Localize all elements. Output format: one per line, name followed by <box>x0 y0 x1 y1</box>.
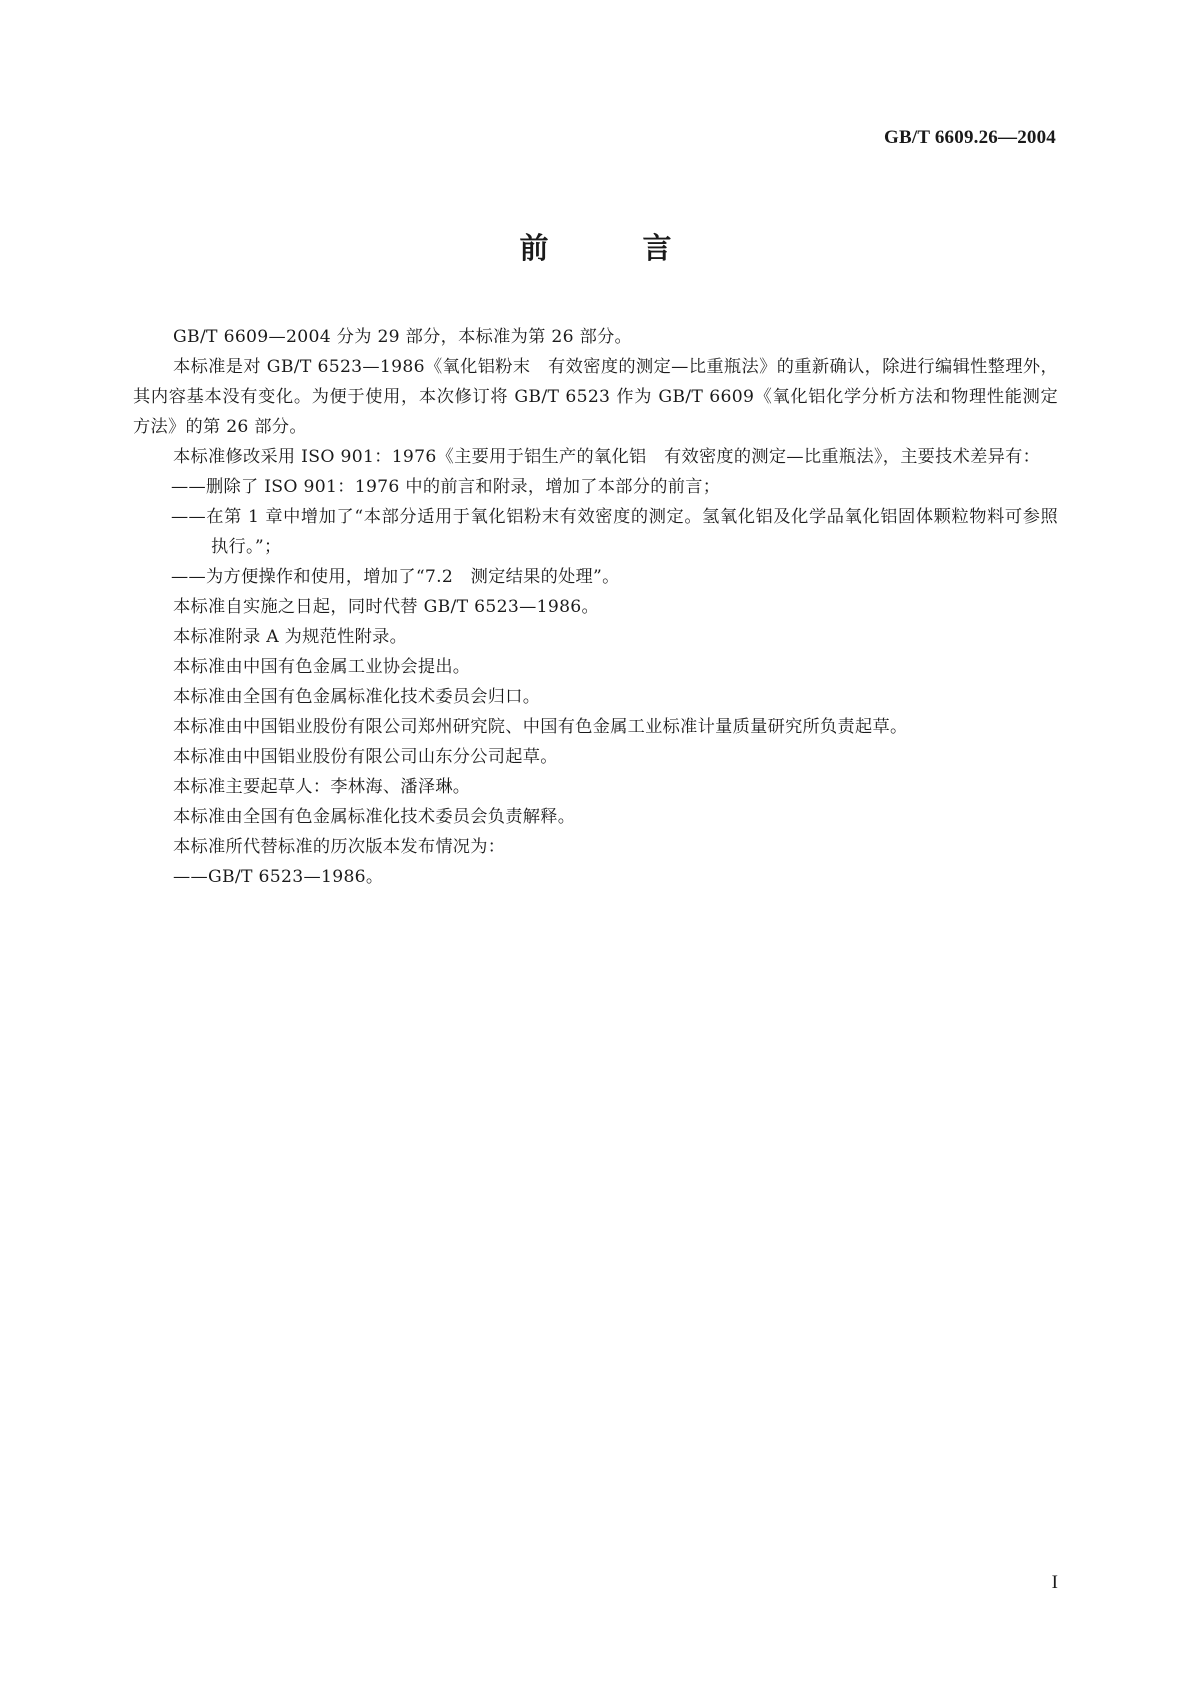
document-code: GB/T 6609.26—2004 <box>884 127 1056 148</box>
statement-co-drafted-by: 本标准由中国铝业股份有限公司山东分公司起草。 <box>173 747 558 767</box>
statement-drafted-by: 本标准由中国铝业股份有限公司郑州研究院、中国有色金属工业标准计量质量研究所负责起草。 <box>173 717 908 737</box>
statement-proposed-by: 本标准由中国有色金属工业协会提出。 <box>173 657 471 677</box>
page-title: 前 言 <box>519 231 714 265</box>
foreword-body <box>133 322 1058 892</box>
difference-item: ——为方便操作和使用，增加了“7.2 测定结果的处理”。 <box>171 567 620 587</box>
statement-interpretation: 本标准由全国有色金属标准化技术委员会负责解释。 <box>173 807 576 827</box>
statement-under-jurisdiction: 本标准由全国有色金属标准化技术委员会归口。 <box>173 687 541 707</box>
statement-drafters: 本标准主要起草人：李林海、潘泽琳。 <box>173 777 471 797</box>
difference-item: ——在第 1 章中增加了“本部分适用于氧化铝粉末有效密度的测定。氢氧化铝及化学品氧化铝固体颗粒物料可参照执行。”； <box>171 507 1058 557</box>
paragraph-iso-adoption: 本标准修改采用 ISO 901：1976《主要用于铝生产的氧化铝 有效密度的测定—比重瓶法》，主要技术差异有： <box>173 447 1041 467</box>
difference-item: ——删除了 ISO 901：1976 中的前言和附录，增加了本部分的前言； <box>171 477 721 497</box>
page-number: I <box>1051 1572 1058 1593</box>
statement-annex: 本标准附录 A 为规范性附录。 <box>173 627 408 647</box>
statement-replaces: 本标准自实施之日起，同时代替 GB/T 6523—1986。 <box>173 597 600 617</box>
paragraph-parts: GB/T 6609—2004 分为 29 部分，本标准为第 26 部分。 <box>173 327 633 347</box>
paragraph-reconfirmation: 本标准是对 GB/T 6523—1986《氧化铝粉末 有效密度的测定—比重瓶法》的重新确认，除进行编辑性整理外，其内容基本没有变化。为便于使用，本次修订将 GB/T 6523 作为 GB/T 6609《氧化铝化学分析方法和物理性能测定方法》的第 26 部分。 <box>133 357 1058 437</box>
history-item: ——GB/T 6523—1986。 <box>173 867 384 887</box>
statement-history-intro: 本标准所代替标准的历次版本发布情况为： <box>173 837 506 857</box>
